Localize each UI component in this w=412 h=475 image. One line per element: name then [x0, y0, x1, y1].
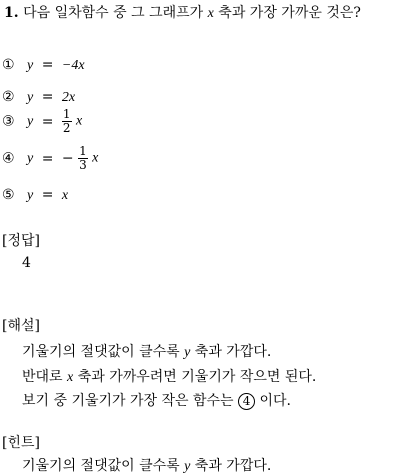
explanation-line-3-end: 이다.: [259, 393, 291, 409]
question-line: [4, 2, 361, 22]
question-text-start: 다음 일차함수 중 그 그래프가: [23, 5, 204, 21]
choice-3-eq: =: [41, 113, 54, 130]
choice-5-lhs: y: [27, 188, 34, 203]
choice-3-var: x: [75, 113, 83, 129]
answer-value: 4: [22, 255, 31, 271]
choice-4-fraction: [78, 145, 88, 172]
answer-label: [정답]: [2, 233, 40, 249]
explanation-label: [해설]: [2, 318, 40, 334]
choice-marker-5: ⑤: [2, 187, 15, 203]
explanation-line-3-choice: 4: [238, 393, 255, 410]
choice-4-eq: =: [41, 150, 54, 167]
hint-line-1-start: 기울기의 절댓값이 클수록: [22, 458, 180, 474]
choice-3-lhs: y: [27, 113, 34, 129]
explanation-line-3: [22, 390, 291, 410]
explanation-line-1-var: y: [184, 345, 191, 360]
choice-4-lhs: y: [27, 150, 34, 166]
choice-marker-3: ③: [2, 113, 15, 130]
explanation-line-2-start: 반대로: [22, 369, 63, 385]
choice-marker-2: ②: [2, 89, 15, 105]
explanation-line-2-var: x: [67, 370, 74, 385]
choice-3-fraction: [62, 108, 72, 135]
choice-1-lhs: y: [27, 58, 34, 73]
explanation-line-2: [22, 366, 316, 386]
choice-3[interactable]: [2, 108, 82, 135]
question-var-x: x: [207, 6, 214, 21]
choice-3-denominator: 2: [62, 121, 71, 135]
hint-line-1-end: 축과 가깝다.: [194, 458, 272, 474]
choice-2-rhs: 2x: [61, 90, 76, 105]
explanation-line-1-start: 기울기의 절댓값이 클수록: [22, 344, 180, 360]
choice-5-rhs: x: [61, 188, 69, 203]
choice-1-eq: =: [41, 57, 54, 73]
explanation-line-1: [22, 341, 271, 361]
choice-4-var: x: [92, 150, 99, 166]
question-text-end: 축과 가장 가까운 것은?: [218, 5, 361, 21]
explanation-line-3-start: 보기 중 기울기가 가장 작은 함수는: [22, 393, 234, 409]
choice-marker-1: ①: [2, 57, 15, 73]
choice-4-numerator: 1: [79, 144, 87, 158]
choice-2[interactable]: [2, 89, 75, 106]
choice-5-eq: =: [41, 187, 54, 203]
choice-4-sign: −: [61, 150, 74, 167]
explanation-line-2-end: 축과 가까우려면 기울기가 작으면 된다.: [77, 369, 317, 385]
choice-3-numerator: 1: [62, 107, 71, 121]
hint-label: [힌트]: [2, 435, 40, 451]
choice-4[interactable]: [2, 145, 98, 172]
hint-line-1: [22, 455, 271, 475]
choice-5[interactable]: [2, 187, 68, 204]
question-number: 1.: [4, 5, 19, 21]
hint-line-1-var: y: [184, 459, 191, 474]
choice-1[interactable]: [2, 57, 85, 74]
choice-marker-4: ④: [2, 150, 15, 167]
choice-2-lhs: y: [27, 90, 34, 105]
choice-1-rhs: −4x: [61, 58, 85, 73]
choice-2-eq: =: [41, 89, 54, 105]
choice-4-denominator: 3: [79, 158, 87, 172]
explanation-line-1-end: 축과 가깝다.: [194, 344, 272, 360]
